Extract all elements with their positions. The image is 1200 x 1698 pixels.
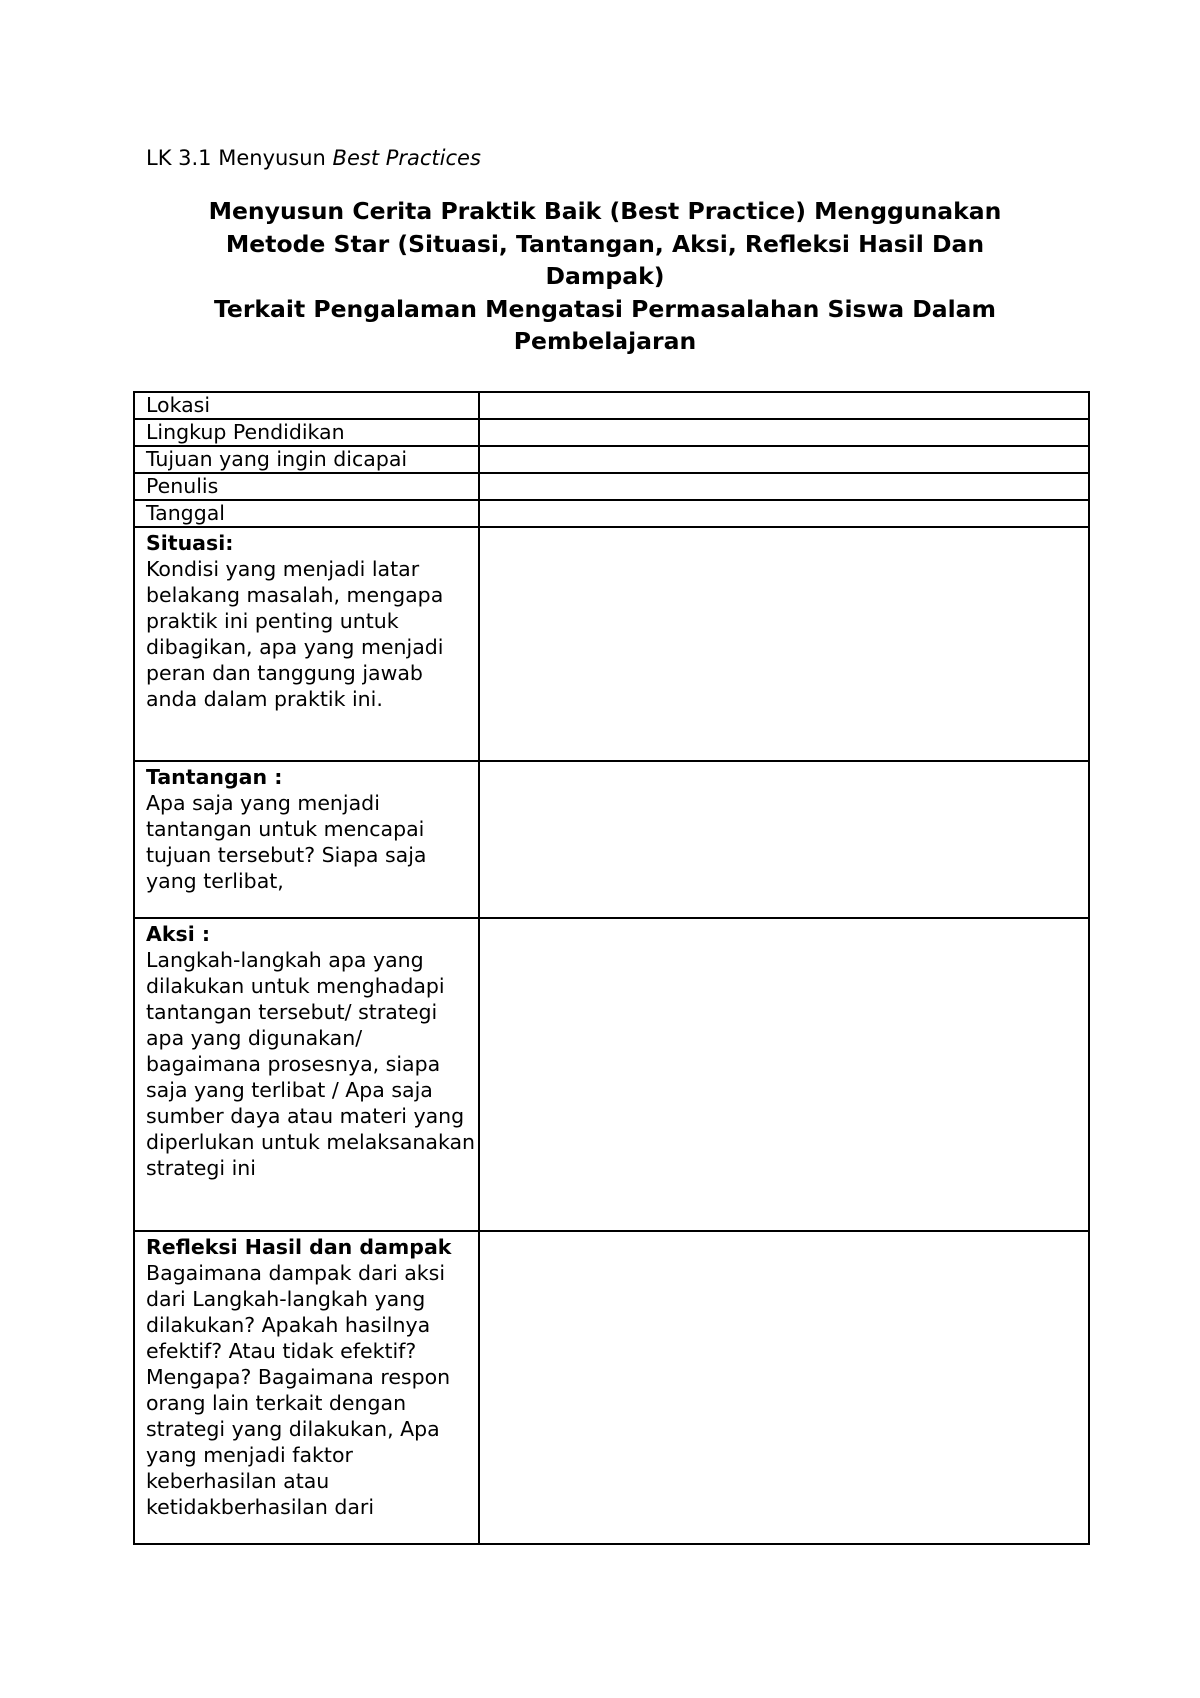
section-heading-tantangan: Tantangan : xyxy=(146,765,283,789)
section-cell-refleksi xyxy=(134,1231,479,1544)
section-cell-situasi xyxy=(134,527,479,761)
section-value-tantangan[interactable] xyxy=(479,761,1089,918)
worksheet-label-prefix: LK 3.1 Menyusun xyxy=(146,146,333,170)
section-heading-refleksi: Refleksi Hasil dan dampak xyxy=(146,1235,452,1259)
table-row-aksi xyxy=(134,918,1089,1231)
section-cell-tantangan xyxy=(134,761,479,918)
section-heading-aksi: Aksi : xyxy=(146,922,211,946)
worksheet-label-italic: Best Practices xyxy=(332,146,481,170)
row-label-lingkup-pendidikan: Lingkup Pendidikan xyxy=(134,419,479,446)
section-heading-situasi: Situasi: xyxy=(146,531,234,555)
section-cell-aksi xyxy=(134,918,479,1231)
table-row-penulis xyxy=(134,473,1089,500)
table-row-lingkup-pendidikan xyxy=(134,419,1089,446)
row-label-lokasi: Lokasi xyxy=(134,392,479,419)
row-label-penulis: Penulis xyxy=(134,473,479,500)
title-line: Metode Star (Situasi, Tantangan, Aksi, Refleksi Hasil Dan xyxy=(225,229,985,258)
table-row-tanggal xyxy=(134,500,1089,527)
section-body-aksi: Langkah-langkah apa yang dilakukan untuk menghadapi tantangan tersebut/ strategi apa yang digunakan/ bagaimana prosesnya, siapa saja yang terlibat / Apa saja sumber daya atau materi yang diperlukan untuk melaksanakan strategi ini xyxy=(146,948,476,1180)
row-value-lokasi[interactable] xyxy=(479,392,1089,419)
table-row-lokasi xyxy=(134,392,1089,419)
row-value-tanggal[interactable] xyxy=(479,500,1089,527)
worksheet-label xyxy=(146,144,481,172)
section-body-refleksi: Bagaimana dampak dari aksi dari Langkah-langkah yang dilakukan? Apakah hasilnya efektif? Atau tidak efektif? Mengapa? Bagaimana respon orang lain terkait dengan strategi yang dilakukan, Apa yang menjadi faktor keberhasilan atau ketidakberhasilan dari xyxy=(146,1261,451,1519)
title-line: Terkait Pengalaman Mengatasi Permasalahan Siswa Dalam xyxy=(213,294,997,323)
section-value-situasi[interactable] xyxy=(479,527,1089,761)
title-line: Menyusun Cerita Praktik Baik (Best Practice) Menggunakan xyxy=(208,197,1002,225)
title-line: Pembelajaran xyxy=(513,327,697,355)
table-row-situasi xyxy=(134,527,1089,761)
title-line: Dampak) xyxy=(545,262,665,290)
section-body-tantangan: Apa saja yang menjadi tantangan untuk mencapai tujuan tersebut? Siapa saja yang terlibat, xyxy=(146,791,427,893)
section-body-situasi: Kondisi yang menjadi latar belakang masalah, mengapa praktik ini penting untuk dibagikan, apa yang menjadi peran dan tanggung jawab anda dalam praktik ini. xyxy=(146,557,444,711)
row-label-tujuan: Tujuan yang ingin dicapai xyxy=(134,446,479,473)
row-value-penulis[interactable] xyxy=(479,473,1089,500)
row-value-lingkup-pendidikan[interactable] xyxy=(479,419,1089,446)
table-row-refleksi xyxy=(134,1231,1089,1544)
table-row-tujuan xyxy=(134,446,1089,473)
section-value-refleksi[interactable] xyxy=(479,1231,1089,1544)
document-title xyxy=(130,195,1080,358)
table-row-tantangan xyxy=(134,761,1089,918)
best-practice-form-table xyxy=(133,391,1090,1545)
row-value-tujuan[interactable] xyxy=(479,446,1089,473)
section-value-aksi[interactable] xyxy=(479,918,1089,1231)
row-label-tanggal: Tanggal xyxy=(134,500,479,527)
